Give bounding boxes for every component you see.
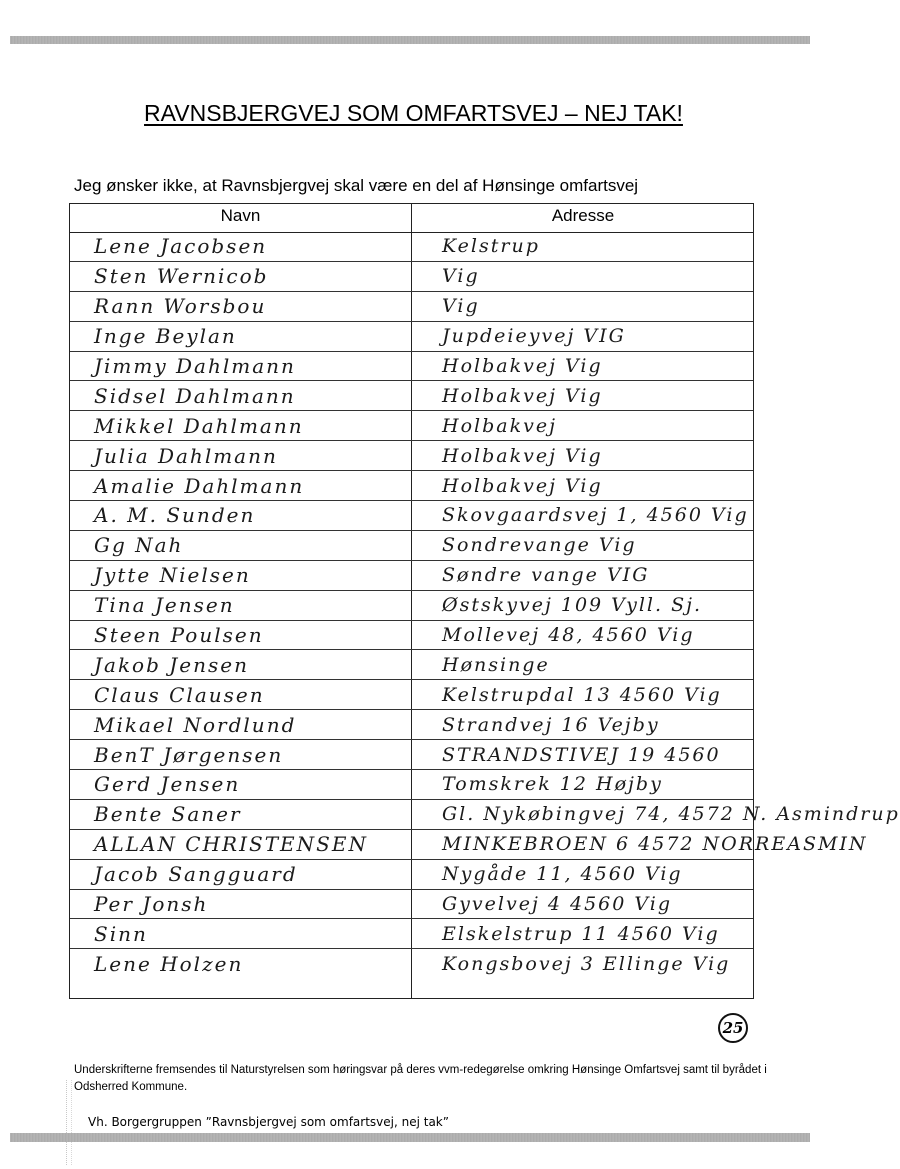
table-row [70,740,753,770]
signature-address: Kelstrup [442,235,540,258]
table-row [70,830,868,860]
signature-address: Strandvej 16 Vejby [442,713,660,736]
table-body [70,232,900,979]
table-row [70,531,753,561]
table-row [70,352,753,382]
signature-name: Jimmy Dahlmann [94,354,296,378]
signature-address: Gyvelvej 4 4560 Vig [442,893,673,916]
signature-name: A. M. Sunden [94,503,256,528]
table-row [70,232,753,262]
page-number-badge: 25 [718,1013,748,1043]
table-row [70,680,753,710]
petition-statement: Jeg ønsker ikke, at Ravnsbjergvej skal være en del af Hønsinge omfartsvej [74,176,639,195]
signature-address: Vig [442,265,480,288]
signature-address: Mollevej 48, 4560 Vig [442,624,695,647]
signature-address: Hønsinge [442,653,550,676]
footer-note: Underskrifterne fremsendes til Naturstyrelsen som høringsvar på deres vvm-redegørelse omkring Hønsinge Omfartsvej samt til byrådet i Odsherred Kommune. [74,1064,767,1093]
signature-address: Jupdeieyvej VIG [442,325,626,348]
signature-address: Elskelstrup 11 4560 Vig [442,922,720,945]
signature-address: Holbakvej Vig [442,444,603,467]
signature-name: Inge Beylan [94,324,237,349]
table-row [70,949,753,979]
table-row [70,591,753,621]
table-row [70,919,753,949]
table-row [70,890,753,920]
signature-name: Rann Worsbou [94,294,267,319]
signature-name: Sinn [94,921,148,946]
signature-address: Skovgaardsvej 1, 4560 Vig [442,504,749,527]
table-row [70,262,753,292]
signature-name: Bente Saner [94,802,242,827]
page-title: RAVNSBJERGVEJ SOM OMFARTSVEJ – NEJ TAK! [144,100,683,126]
signature-address: Holbakvej Vig [442,474,603,497]
header-name: Navn [220,206,261,225]
signature-name: Tina Jensen [94,593,235,618]
table-row [70,292,753,322]
signature-name: ALLAN CHRISTENSEN [94,832,368,857]
signature-address: Vig [442,295,480,318]
scan-edge-bottom [10,1133,810,1142]
signature-address: Søndre vange VIG [442,564,650,587]
signature-name: Sten Wernicob [94,264,269,289]
signature-address: Nygåde 11, 4560 Vig [442,863,683,886]
signature-address: Tomskrek 12 Højby [442,773,663,796]
signature-name: Gg Nah [94,533,184,558]
signature-address: Holbakvej Vig [442,355,603,377]
signature-address: Sondrevange Vig [442,534,637,557]
table-row [70,650,753,680]
table-row [70,501,753,531]
signature-address: Gl. Nykøbingvej 74, 4572 N. Asmindrup [442,803,900,826]
signoff: Vh. Borgergruppen ”Ravnsbjergvej som omfartsvej, nej tak” [88,1115,449,1129]
signature-name: Sidsel Dahlmann [94,383,296,408]
signature-name: Per Jonsh [94,892,209,917]
table-row [70,561,753,591]
table-row [70,471,753,501]
scan-edge-left [66,1080,72,1165]
table-row [70,770,753,800]
table-row [70,441,753,471]
signature-name: Amalie Dahlmann [94,473,305,498]
signature-name: Lene Jacobsen [94,234,268,259]
signature-name: Lene Holzen [94,952,244,977]
signature-address: Holbakvej Vig [442,384,603,407]
table-row [70,710,753,740]
header-address: Adresse [551,206,615,225]
signature-address: Østskyvej 109 Vyll. Sj. [442,594,703,617]
signature-address: STRANDSTIVEJ 19 4560 [442,743,721,766]
signature-name: BenT Jørgensen [94,742,284,767]
signature-name: Mikael Nordlund [94,712,297,737]
table-row [70,381,753,411]
table-row [70,860,753,890]
signature-name: Gerd Jensen [94,772,241,797]
signature-address: MINKEBROEN 6 4572 NORREASMIN [442,833,868,856]
signature-name: Jytte Nielsen [94,563,251,588]
table-row [70,411,753,441]
signature-name: Jacob Sangguard [94,862,298,887]
table-row [70,800,900,830]
signature-table [69,203,900,999]
signature-name: Mikkel Dahlmann [94,413,304,438]
signature-name: Claus Clausen [94,682,265,707]
table-row [70,621,753,651]
signature-address: Kongsbovej 3 Ellinge Vig [442,953,731,976]
scan-edge-top [10,36,810,44]
table-header-row [70,204,753,233]
signature-name: Steen Poulsen [94,623,264,648]
signature-name: Jakob Jensen [94,652,249,677]
table-row [70,322,753,352]
signature-name: Julia Dahlmann [94,443,278,468]
signature-address: Kelstrupdal 13 4560 Vig [442,683,722,706]
signature-address: Holbakvej [442,414,557,437]
